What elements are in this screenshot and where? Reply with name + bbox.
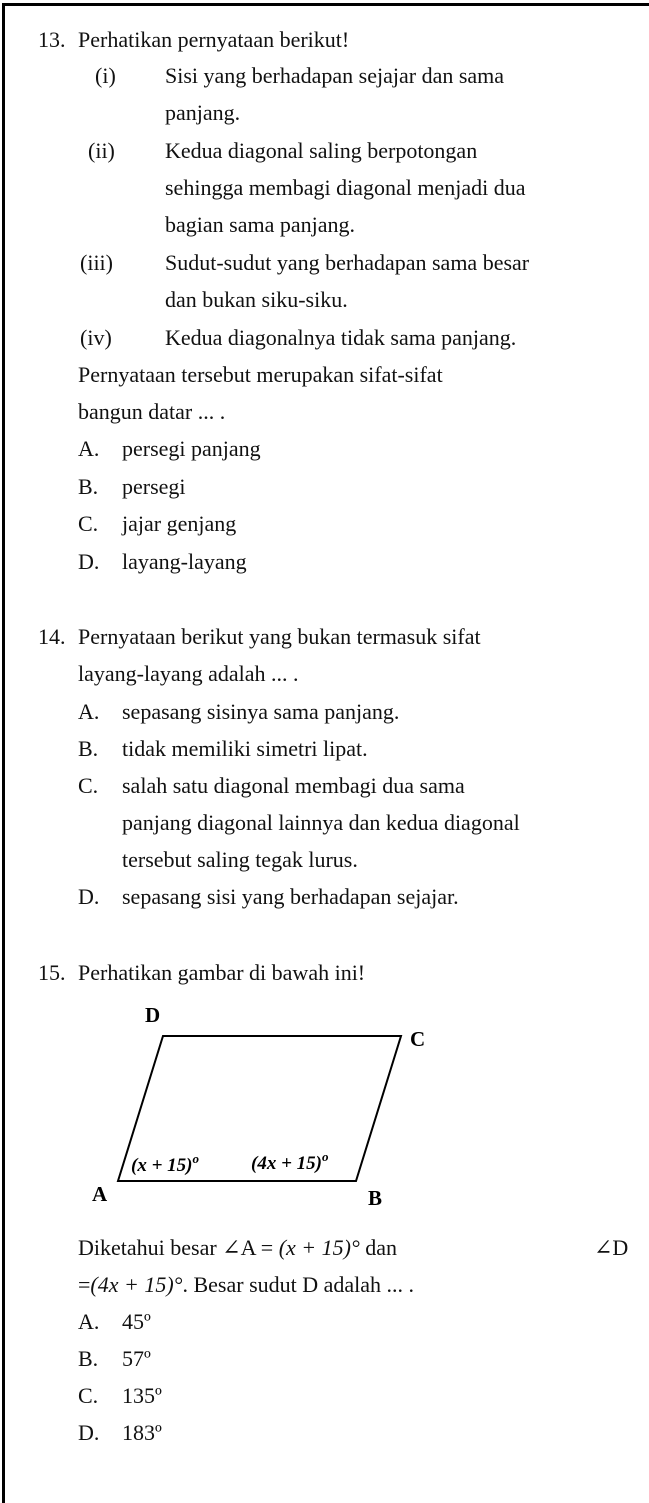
option-text: persegi xyxy=(122,474,186,499)
statement-number: (i) xyxy=(95,63,116,88)
statement-number: (iv) xyxy=(80,325,112,350)
option-text: sepasang sisinya sama panjang. xyxy=(122,699,400,724)
question-number: 13. xyxy=(38,27,66,52)
statement-text: Sisi yang berhadapan sejajar dan sama xyxy=(165,63,505,88)
angle-a-expr: (x + 15) xyxy=(131,1155,193,1176)
angle-b-expr: (4x + 15) xyxy=(251,1153,322,1174)
statement-text: panjang. xyxy=(165,100,241,125)
degree-mark: o xyxy=(321,1149,329,1164)
degree-mark: o xyxy=(192,1151,199,1166)
option-text: 135º xyxy=(122,1383,162,1408)
option-letter: B. xyxy=(78,736,99,761)
option-letter: B. xyxy=(78,474,99,499)
given-text xyxy=(78,1270,414,1300)
option-letter: B. xyxy=(78,1346,99,1371)
question-prompt: Perhatikan pernyataan berikut! xyxy=(78,27,350,52)
statement-text: dan bukan siku-siku. xyxy=(165,287,348,312)
statement-text: Kedua diagonalnya tidak sama panjang. xyxy=(165,325,517,350)
given-conjunction: dan xyxy=(359,1235,398,1260)
question-number: 15. xyxy=(38,960,66,985)
option-letter: D. xyxy=(78,549,100,574)
given-expression-d: (4x + 15)° xyxy=(90,1272,183,1297)
option-text: jajar genjang xyxy=(122,511,237,536)
option-text: 183º xyxy=(122,1420,162,1445)
option-text: panjang diagonal lainnya dan kedua diagonal xyxy=(122,810,520,835)
statement-number: (iii) xyxy=(80,250,113,275)
vertex-label-b: B xyxy=(368,1186,383,1210)
parallelogram-figure xyxy=(0,990,649,1210)
question-prompt: Perhatikan gambar di bawah ini! xyxy=(78,960,366,985)
given-expression-a: (x + 15)° xyxy=(278,1235,360,1260)
statement-text: sehingga membagi diagonal menjadi dua xyxy=(165,175,526,200)
option-letter: D. xyxy=(78,1420,100,1445)
option-letter: C. xyxy=(78,511,99,536)
option-letter: C. xyxy=(78,1383,99,1408)
option-text: layang-layang xyxy=(122,549,247,574)
option-letter: A. xyxy=(78,436,100,461)
question-text: Pernyataan tersebut merupakan sifat-sifat xyxy=(78,362,443,387)
question-prompt: layang-layang adalah ... . xyxy=(78,661,299,686)
vertex-label-d: D xyxy=(145,1003,161,1027)
question-prompt: Pernyataan berikut yang bukan termasuk sifat xyxy=(78,624,481,649)
given-question: . Besar sudut D adalah ... . xyxy=(182,1272,415,1297)
statement-number: (ii) xyxy=(88,138,115,163)
option-letter: A. xyxy=(78,699,100,724)
option-text: 45º xyxy=(122,1309,151,1334)
question-text: bangun datar ... . xyxy=(78,399,226,424)
given-prefix: Diketahui besar ∠A = xyxy=(78,1235,279,1260)
statement-text: Sudut-sudut yang berhadapan sama besar xyxy=(165,250,530,275)
angle-label-b xyxy=(251,1149,329,1174)
statement-text: Kedua diagonal saling berpotongan xyxy=(165,138,478,163)
statement-text: bagian sama panjang. xyxy=(165,212,355,237)
option-text: tersebut saling tegak lurus. xyxy=(122,847,358,872)
option-letter: A. xyxy=(78,1309,100,1334)
given-text xyxy=(78,1233,397,1263)
given-equals: = xyxy=(78,1272,91,1297)
option-text: persegi panjang xyxy=(122,436,261,461)
option-text: tidak memiliki simetri lipat. xyxy=(122,736,368,761)
vertex-label-a: A xyxy=(92,1182,108,1206)
question-number: 14. xyxy=(38,624,66,649)
option-letter: D. xyxy=(78,884,100,909)
angle-label-a xyxy=(131,1151,199,1176)
option-text: salah satu diagonal membagi dua sama xyxy=(122,773,465,798)
option-letter: C. xyxy=(78,773,99,798)
vertex-label-c: C xyxy=(410,1027,426,1051)
option-text: 57º xyxy=(122,1346,151,1371)
given-angle-d: ∠D xyxy=(594,1235,629,1260)
option-text: sepasang sisi yang berhadapan sejajar. xyxy=(122,884,459,909)
